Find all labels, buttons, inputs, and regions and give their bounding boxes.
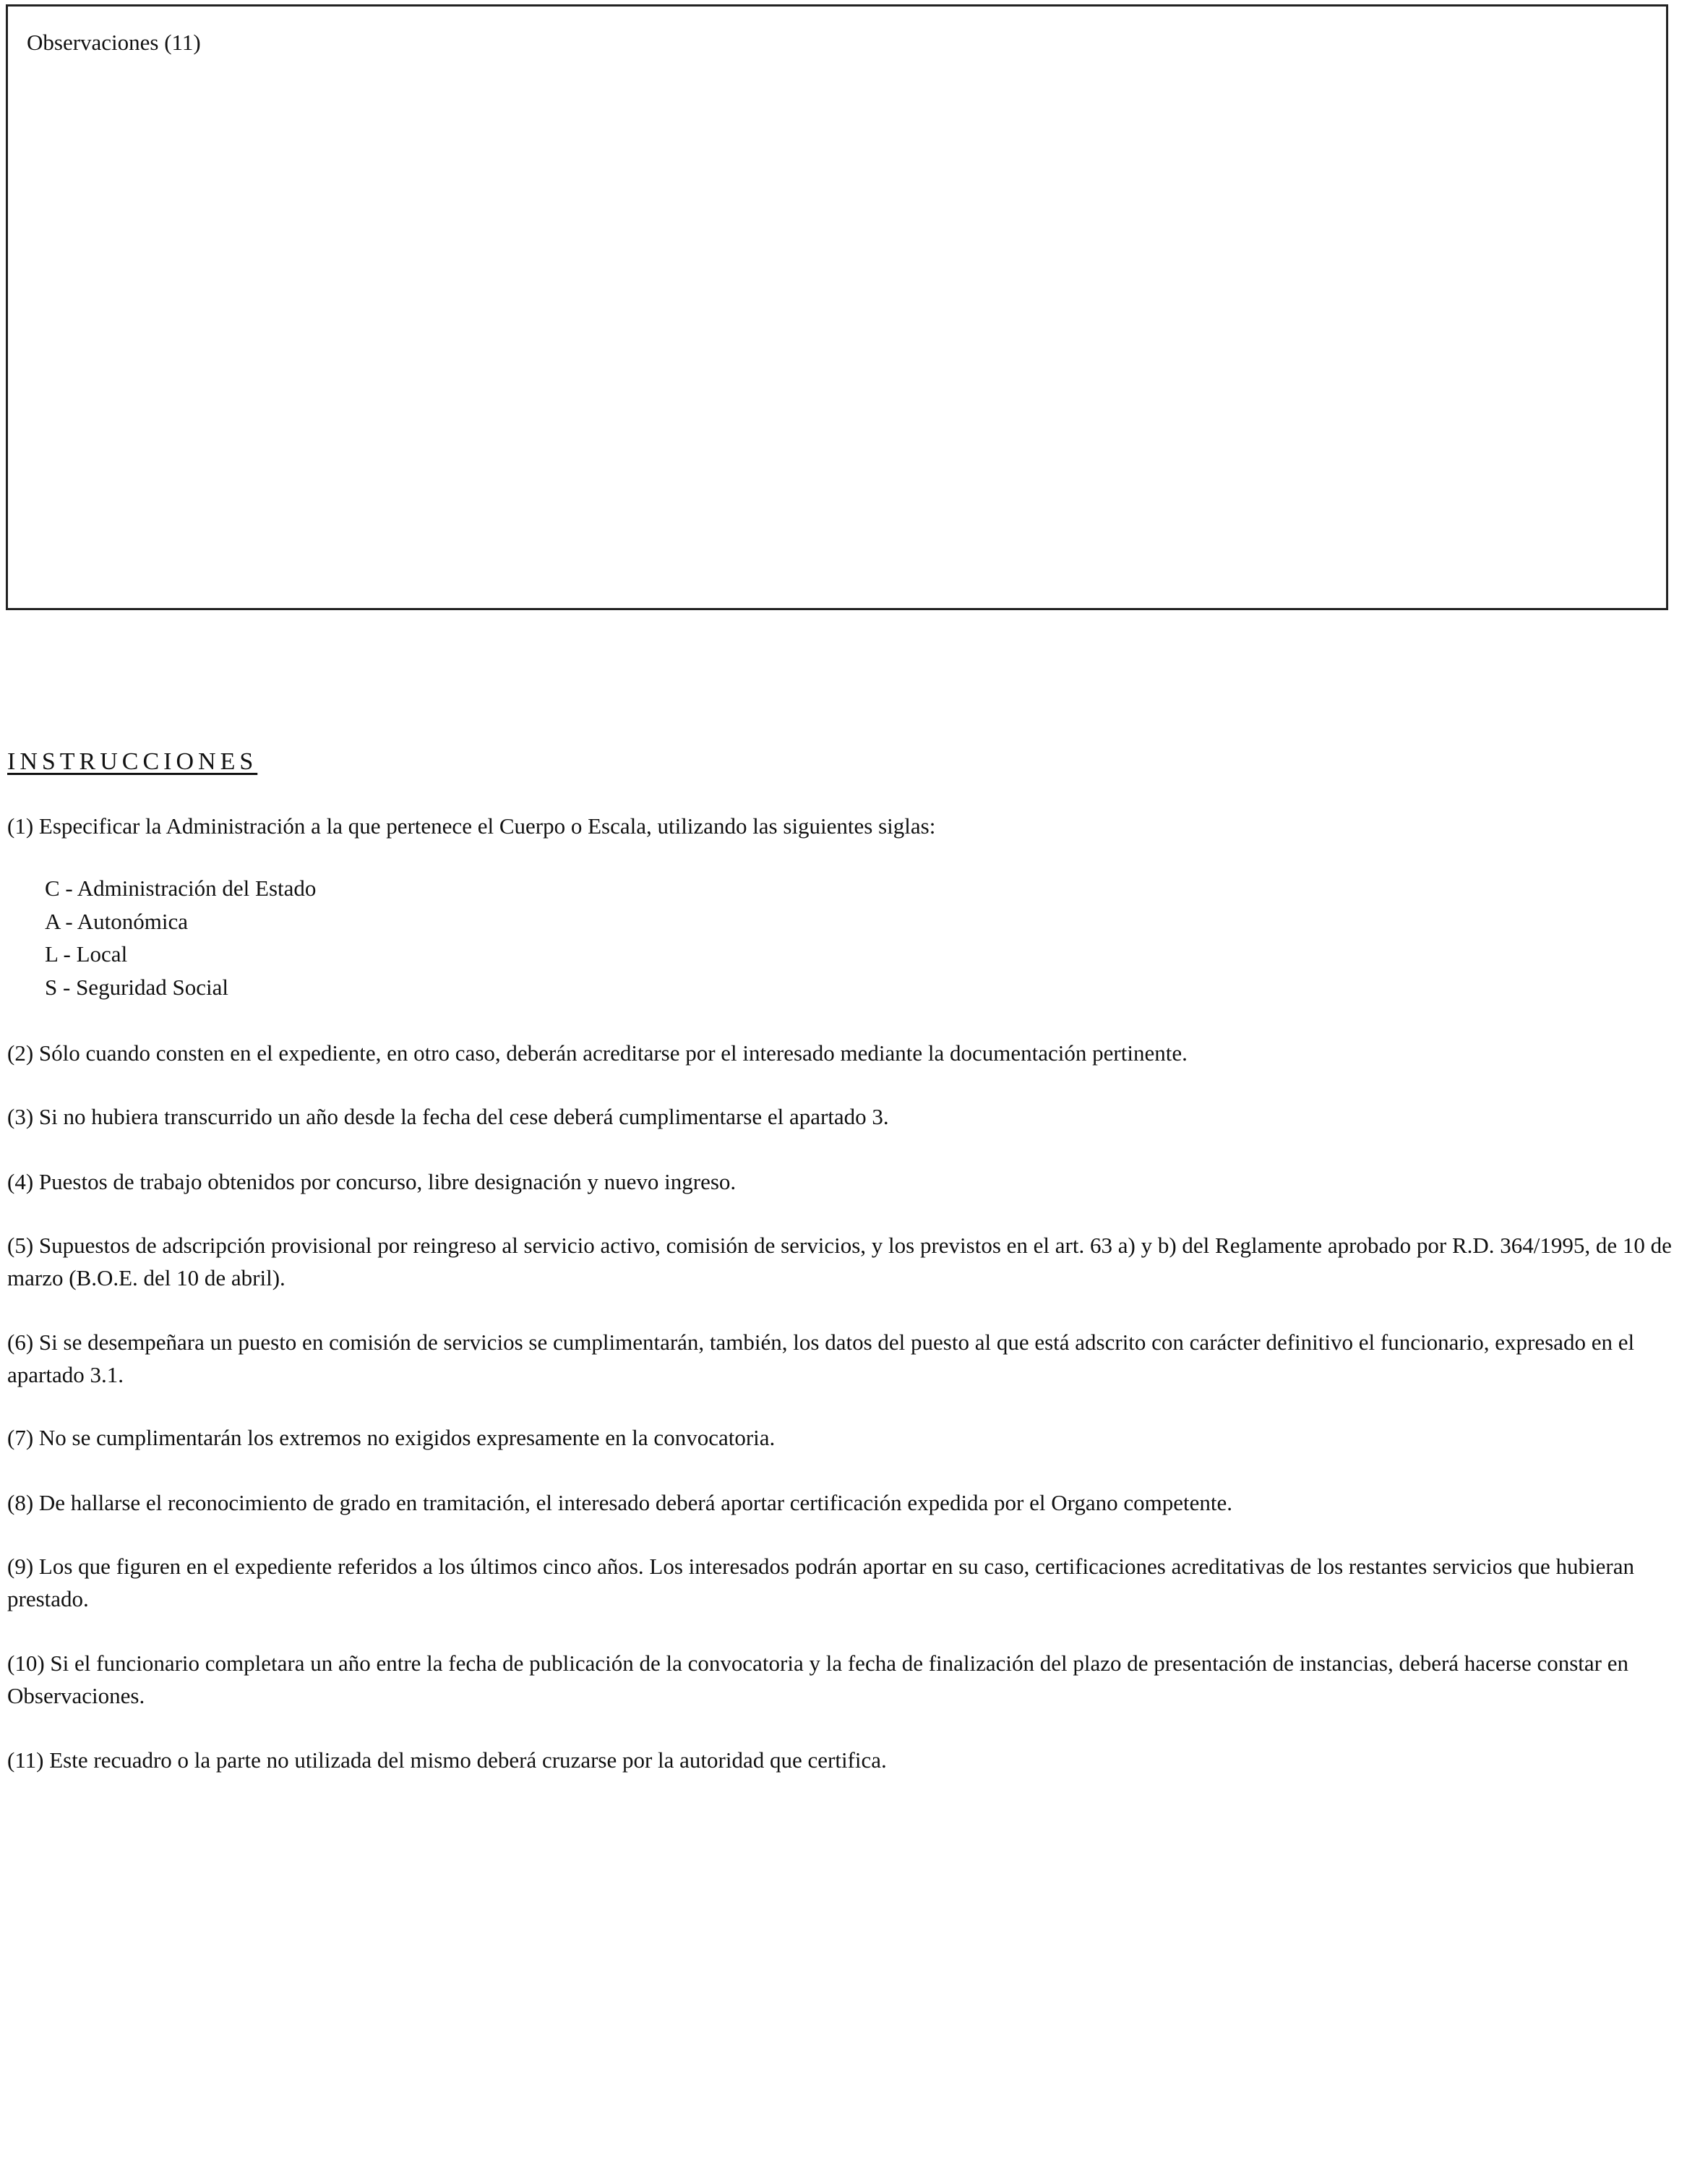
siglas-list — [45, 872, 316, 1003]
instruction-note-1: (1) Especificar la Administración a la que pertenece el Cuerpo o Escala, utilizando las siguientes siglas: — [7, 813, 936, 839]
instruction-note-6: (6) Si se desempeñara un puesto en comisión de servicios se cumplimentarán, también, los datos del puesto al que está adscrito con carácter definitivo el funcionario, expresado en el apartado 3.1. — [7, 1329, 1635, 1387]
instruction-note-4: (4) Puestos de trabajo obtenidos por concurso, libre designación y nuevo ingreso. — [7, 1169, 737, 1194]
sigla-item-c: C - Administración del Estado — [45, 875, 317, 901]
sigla-item-s: S - Seguridad Social — [45, 974, 228, 1000]
instruction-note-2: (2) Sólo cuando consten en el expediente, en otro caso, deberán acreditarse por el interesado mediante la documentación pertinente. — [7, 1040, 1188, 1066]
instruction-note-9: (9) Los que figuren en el expediente referidos a los últimos cinco años. Los interesados podrán aportar en su caso, certificaciones acreditativas de los restantes servicios que hubieran prestado. — [7, 1554, 1635, 1611]
instruction-note-7: (7) No se cumplimentarán los extremos no exigidos expresamente en la convocatoria. — [7, 1425, 776, 1450]
instruction-note-10: (10) Si el funcionario completara un año entre la fecha de publicación de la convocatoria y la fecha de finalización del plazo de presentación de instancias, deberá hacerse constar en Observaciones. — [7, 1650, 1629, 1708]
sigla-item-l: L - Local — [45, 941, 128, 967]
sigla-item-a: A - Autonómica — [45, 908, 189, 934]
instruction-note-8: (8) De hallarse el reconocimiento de grado en tramitación, el interesado deberá aportar certificación expedida por el Organo competente. — [7, 1490, 1233, 1515]
instrucciones-heading: INSTRUCCIONES — [7, 748, 258, 775]
instruction-note-11: (11) Este recuadro o la parte no utilizada del mismo deberá cruzarse por la autoridad que certifica. — [7, 1747, 887, 1773]
instruction-note-3: (3) Si no hubiera transcurrido un año desde la fecha del cese deberá cumplimentarse el apartado 3. — [7, 1104, 889, 1129]
instruction-note-5: (5) Supuestos de adscripción provisional por reingreso al servicio activo, comisión de servicios, y los previstos en el art. 63 a) y b) del Reglamente aprobado por R.D. 364/1995, de 10 de marzo (B.O.E. del 10 de abril). — [7, 1233, 1672, 1290]
observaciones-label: Observaciones (11) — [27, 30, 201, 55]
observaciones-box — [6, 4, 1668, 610]
